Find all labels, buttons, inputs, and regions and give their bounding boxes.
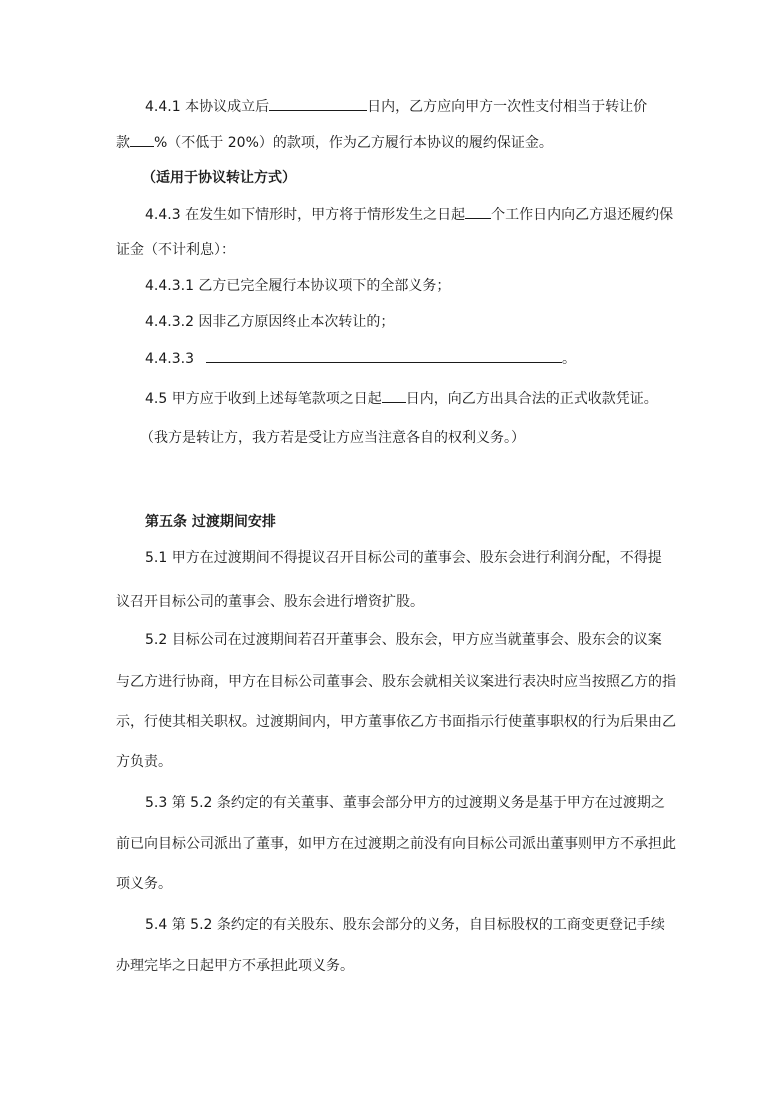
clause-4-4-3-3-period: 。 xyxy=(561,351,576,367)
article-5-title: 第五条 过渡期间安排 xyxy=(145,514,276,530)
note-party-role: （我方是转让方，我方若是受让方应当注意各自的权利义务。） xyxy=(140,430,525,446)
clause-5-2-line-4: 方负责。 xyxy=(116,754,172,770)
percent-blank xyxy=(130,132,154,147)
clause-4-4-1-text-start: 4.4.1 本协议成立后 xyxy=(145,99,270,115)
clause-4-4-1-line-2-end: %（不低于 20%）的款项，作为乙方履行本协议的履约保证金。 xyxy=(154,135,553,151)
clause-4-4-1-line-1 xyxy=(145,96,647,116)
note-transfer-method: （适用于协议转让方式） xyxy=(142,170,296,186)
clause-4-4-3-line-2: 证金（不计利息）： xyxy=(116,242,235,258)
workdays-blank xyxy=(465,204,491,219)
clause-4-5 xyxy=(145,388,658,408)
days-blank xyxy=(269,96,367,111)
clause-4-4-1-line-2-start: 款 xyxy=(116,135,130,151)
clause-5-3-line-3: 项义务。 xyxy=(116,876,172,892)
clause-5-3-line-1: 5.3 第 5.2 条约定的有关董事、董事会部分甲方的过渡期义务是基于甲方在过渡期之 xyxy=(145,795,665,811)
clause-4-4-3-line-1 xyxy=(145,204,673,224)
clause-4-5-text-start: 4.5 甲方应于收到上述每笔款项之日起 xyxy=(145,391,382,407)
clause-5-4-line-1: 5.4 第 5.2 条约定的有关股东、股东会部分的义务，自目标股权的工商变更登记手续 xyxy=(145,917,665,933)
clause-5-2-line-1: 5.2 目标公司在过渡期间若召开董事会、股东会，甲方应当就董事会、股东会的议案 xyxy=(145,632,662,648)
clause-5-1-line-1: 5.1 甲方在过渡期间不得提议召开目标公司的董事会、股东会进行利润分配，不得提 xyxy=(145,550,662,566)
receipt-days-blank xyxy=(382,388,406,403)
clause-4-4-3-text-start: 4.4.3 在发生如下情形时，甲方将于情形发生之日起 xyxy=(145,207,466,223)
clause-5-4-line-2: 办理完毕之日起甲方不承担此项义务。 xyxy=(116,958,354,974)
clause-5-1-line-2: 议召开目标公司的董事会、股东会进行增资扩股。 xyxy=(116,594,424,610)
clause-4-4-3-text-end: 个工作日内向乙方退还履约保 xyxy=(491,207,674,223)
condition-blank xyxy=(206,348,562,363)
clause-4-4-3-1: 4.4.3.1 乙方已完全履行本协议项下的全部义务； xyxy=(145,278,451,294)
clause-5-3-line-2: 前已向目标公司派出了董事，如甲方在过渡期之前没有向目标公司派出董事则甲方不承担此 xyxy=(116,836,676,852)
clause-4-5-text-end: 日内，向乙方出具合法的正式收款凭证。 xyxy=(405,391,658,407)
clause-4-4-3-3-number: 4.4.3.3 xyxy=(145,351,194,367)
clause-4-4-1-line-2 xyxy=(116,132,553,152)
clause-4-4-3-3 xyxy=(145,348,576,368)
clause-5-2-line-3: 示，行使其相关职权。过渡期间内，甲方董事依乙方书面指示行使董事职权的行为后果由乙 xyxy=(116,714,676,730)
clause-5-2-line-2: 与乙方进行协商，甲方在目标公司董事会、股东会就相关议案进行表决时应当按照乙方的指 xyxy=(116,674,676,690)
clause-4-4-3-2: 4.4.3.2 因非乙方原因终止本次转让的； xyxy=(145,314,395,330)
clause-4-4-1-text-end: 日内，乙方应向甲方一次性支付相当于转让价 xyxy=(367,99,648,115)
